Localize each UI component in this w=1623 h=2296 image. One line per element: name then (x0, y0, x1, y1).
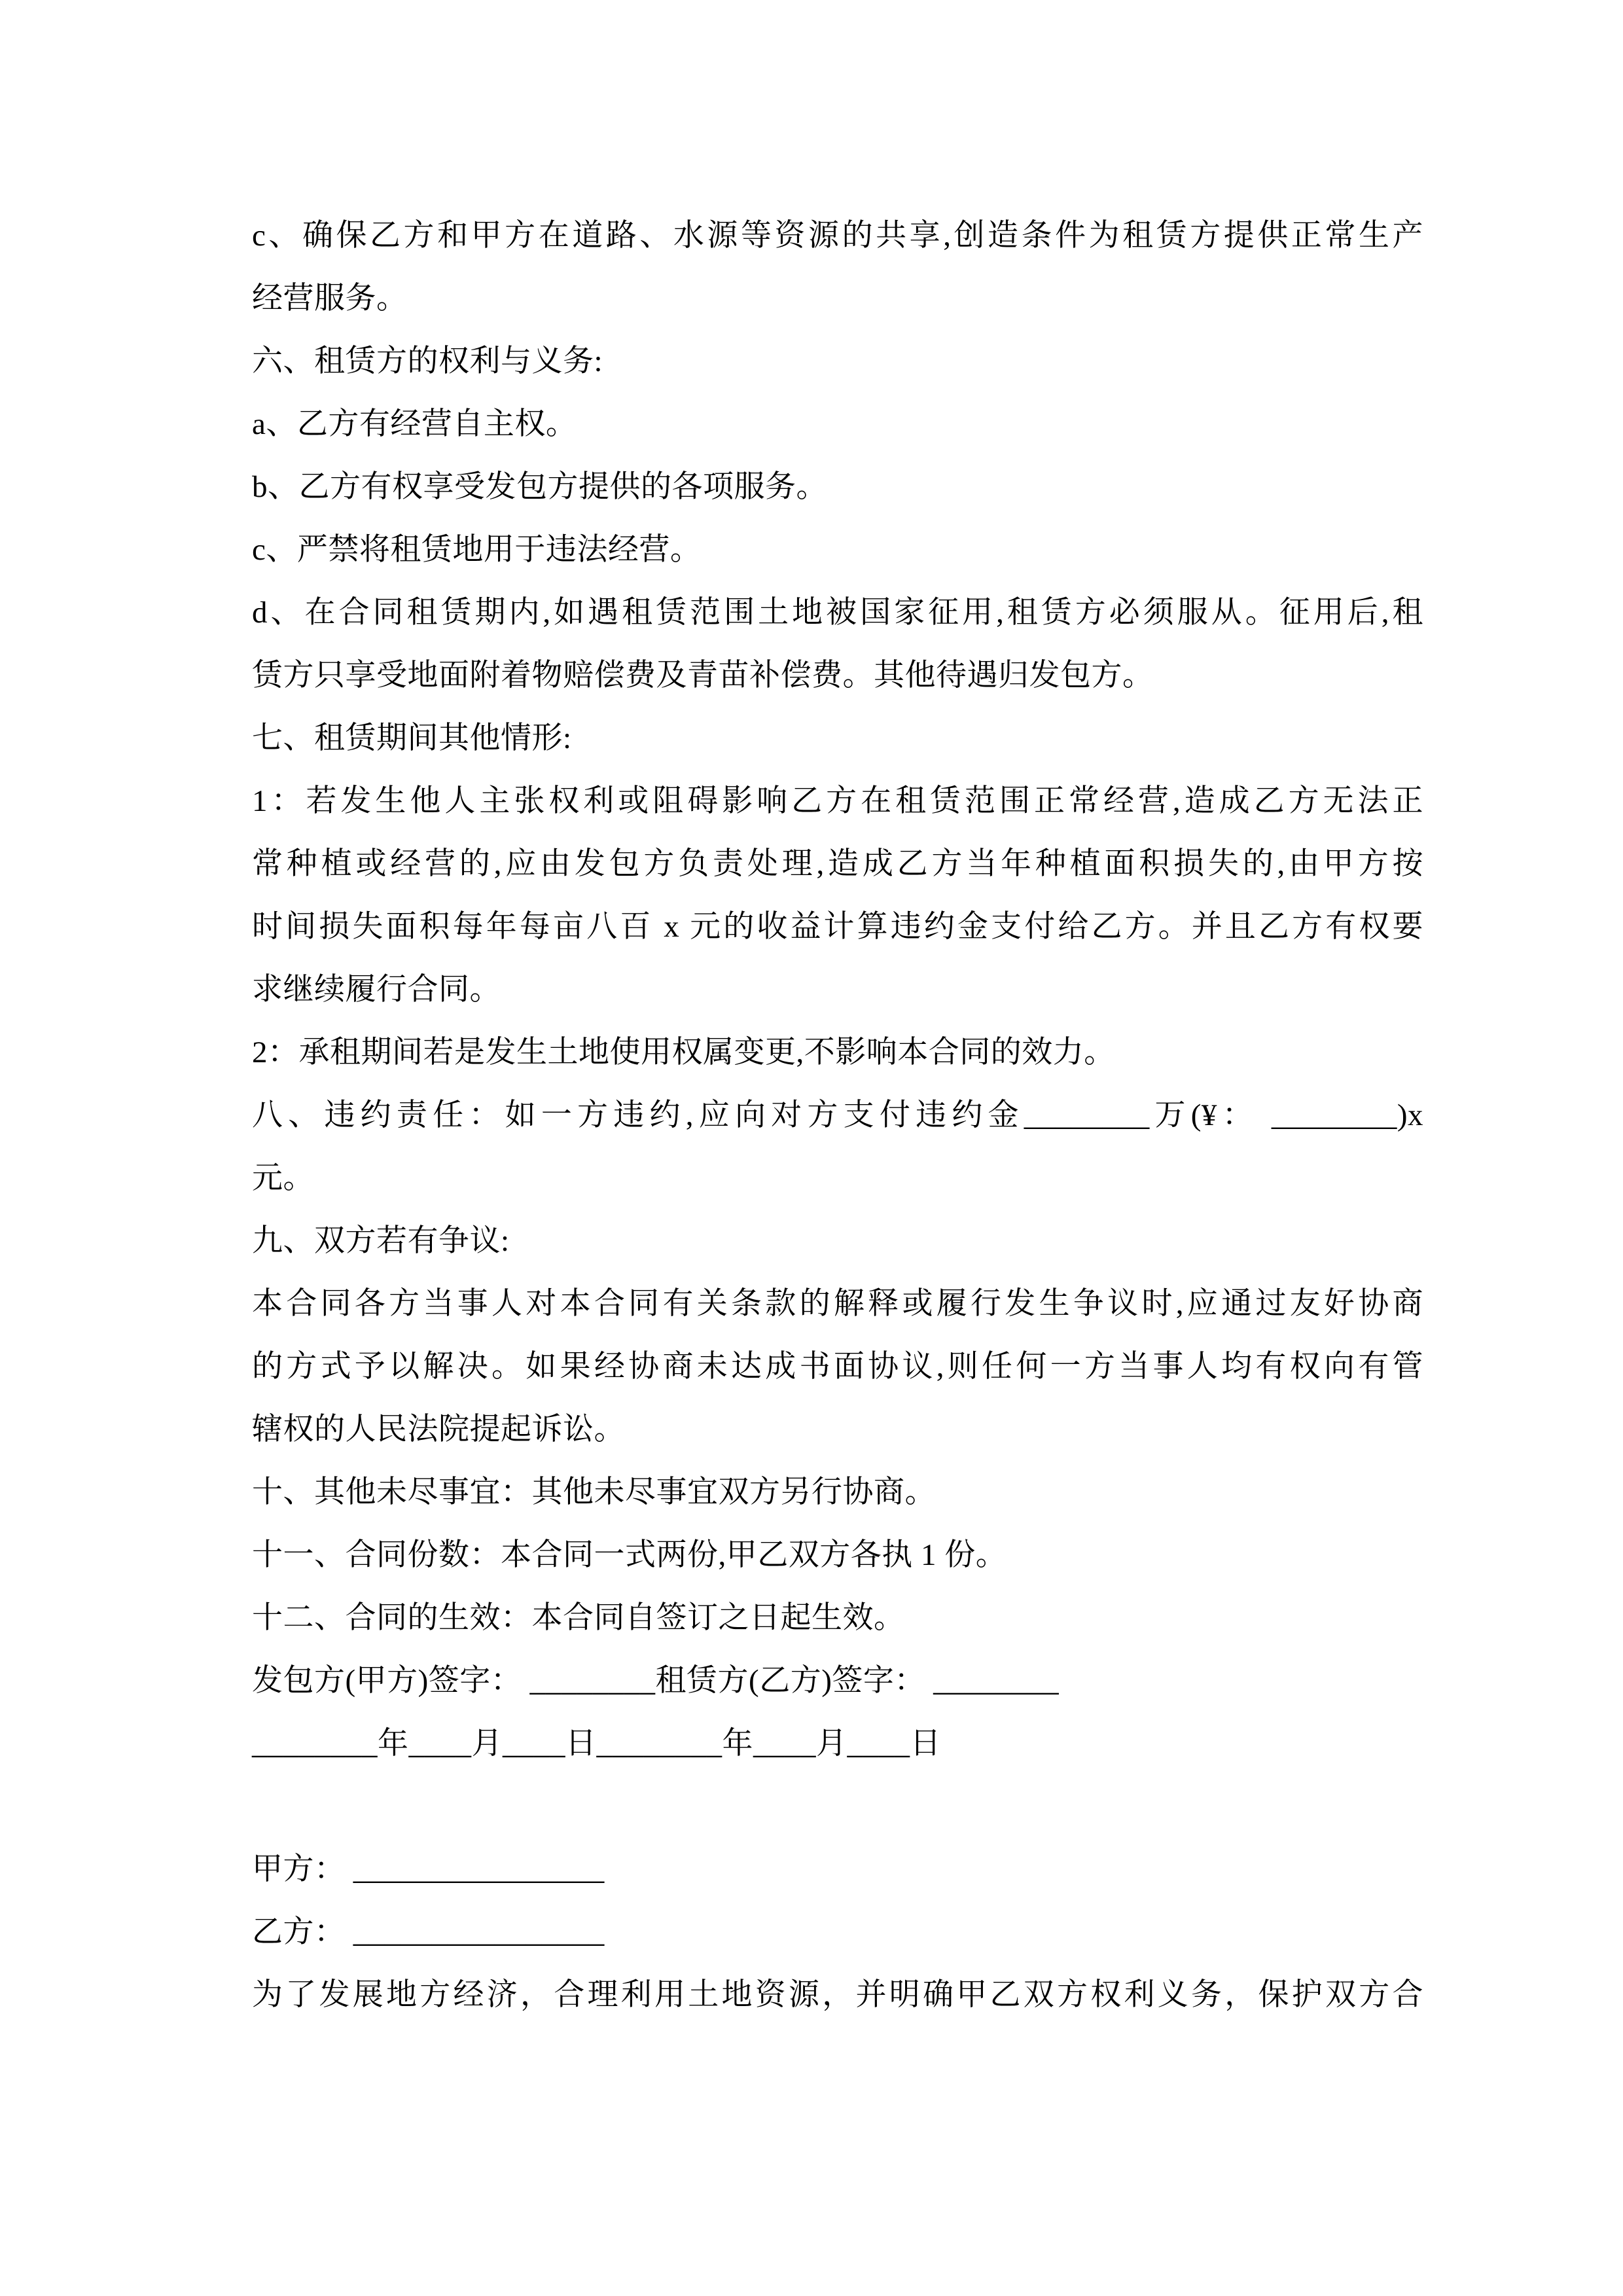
contract-section-heading: 六、租赁方的权利与义务: (252, 344, 603, 378)
date-line: ________年____月____日________年____月____日 (252, 1727, 941, 1761)
contract-line: 辖权的人民法院提起诉讼。 (252, 1412, 625, 1446)
contract-line: 赁方只享受地面附着物赔偿费及青苗补偿费。其他待遇归发包方。 (252, 658, 1154, 692)
signature-line: 发包方(甲方)签字： ________租赁方(乙方)签字： ________ (252, 1664, 1060, 1698)
contract-line: c、确保乙方和甲方在道路、水源等资源的共享,创造条件为租赁方提供正常生产 (252, 219, 1423, 253)
contract-line: 本合同各方当事人对本合同有关条款的解释或履行发生争议时,应通过友好协商 (252, 1287, 1423, 1321)
contract-line: 为了发展地方经济，合理利用土地资源，并明确甲乙双方权利义务，保护双方合 (252, 1978, 1423, 2012)
contract-line: 经营服务。 (252, 281, 408, 315)
contract-line: b、乙方有权享受发包方提供的各项服务。 (252, 470, 827, 504)
contract-section-heading: 十、其他未尽事宜：其他未尽事宜双方另行协商。 (252, 1475, 936, 1509)
contract-section-heading: 十一、合同份数：本合同一式两份,甲乙双方各执 1 份。 (252, 1538, 1007, 1572)
contract-line: 的方式予以解决。如果经协商未达成书面协议,则任何一方当事人均有权向有管 (252, 1350, 1423, 1384)
contract-line: 时间损失面积每年每亩八百 x 元的收益计算违约金支付给乙方。并且乙方有权要 (252, 910, 1423, 944)
contract-line: 常种植或经营的,应由发包方负责处理,造成乙方当年种植面积损失的,由甲方按 (252, 847, 1423, 881)
contract-section-heading: 十二、合同的生效：本合同自签订之日起生效。 (252, 1601, 905, 1635)
contract-section-heading: 九、双方若有争议: (252, 1224, 510, 1258)
contract-line: 2：承租期间若是发生土地使用权属变更,不影响本合同的效力。 (252, 1035, 1115, 1069)
contract-line: 1：若发生他人主张权利或阻碍影响乙方在租赁范围正常经营,造成乙方无法正 (252, 784, 1423, 818)
contract-line: 八、违约责任：如一方违约,应向对方支付违约金________万(¥： ________)x (252, 1098, 1423, 1132)
contract-line: d、在合同租赁期内,如遇租赁范围土地被国家征用,租赁方必须服从。征用后,租 (252, 596, 1423, 630)
party-b-line: 乙方： ________________ (252, 1915, 605, 1949)
contract-line: c、严禁将租赁地用于违法经营。 (252, 533, 702, 567)
contract-line: 求继续履行合同。 (252, 973, 501, 1007)
party-a-line: 甲方： ________________ (252, 1852, 605, 1886)
contract-line: a、乙方有经营自主权。 (252, 407, 577, 441)
contract-line: 元。 (252, 1161, 314, 1195)
contract-section-heading: 七、租赁期间其他情形: (252, 721, 572, 755)
